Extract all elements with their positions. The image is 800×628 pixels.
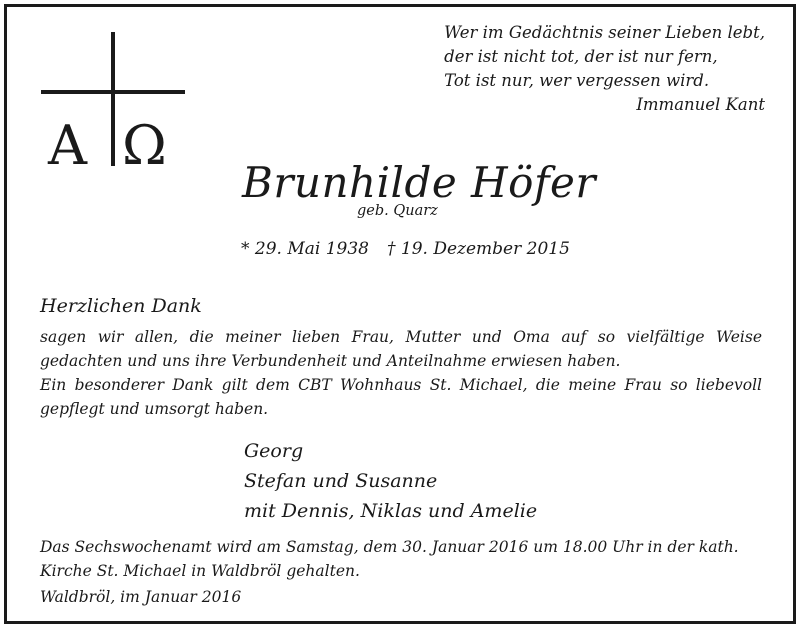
quote-line: Tot ist nur, wer vergessen wird. xyxy=(444,71,710,90)
birth-date: * 29. Mai 1938 xyxy=(241,239,369,259)
signer-line: Stefan und Susanne xyxy=(244,470,438,492)
death-date: † 19. Dezember 2015 xyxy=(387,239,570,259)
omega-glyph: Ω xyxy=(122,114,167,174)
thanks-heading: Herzlichen Dank xyxy=(40,295,202,317)
quote-author: Immanuel Kant xyxy=(636,95,765,114)
signers-list xyxy=(244,436,537,526)
cross-alpha-omega-icon xyxy=(36,26,186,174)
mass-notice: Das Sechswochenamt wird am Samstag, dem 30. Januar 2016 um 18.00 Uhr in der kath. Kirche St. Michael in Waldbröl gehalten. xyxy=(40,538,739,580)
deceased-name: Brunhilde Höfer xyxy=(242,158,596,207)
kant-quote xyxy=(444,21,765,117)
signer-line: Georg xyxy=(244,440,304,462)
quote-line: der ist nicht tot, der ist nur fern, xyxy=(444,47,718,66)
maiden-name: geb. Quarz xyxy=(357,203,438,219)
life-dates xyxy=(241,239,570,259)
thanks-paragraph-special: Ein besonderer Dank gilt dem CBT Wohnhaus St. Michael, die meine Frau so liebevoll gepflegt und umsorgt haben. xyxy=(40,376,762,418)
quote-line: Wer im Gedächtnis seiner Lieben lebt, xyxy=(444,23,765,42)
thanks-paragraph: sagen wir allen, die meiner lieben Frau, Mutter und Oma auf so vielfältige Weise gedachten und uns ihre Verbundenheit und Anteilnahme erwiesen haben. xyxy=(40,328,762,370)
place-date: Waldbröl, im Januar 2016 xyxy=(40,588,242,606)
alpha-glyph: Α xyxy=(48,114,87,174)
signer-line: mit Dennis, Niklas und Amelie xyxy=(244,500,538,522)
